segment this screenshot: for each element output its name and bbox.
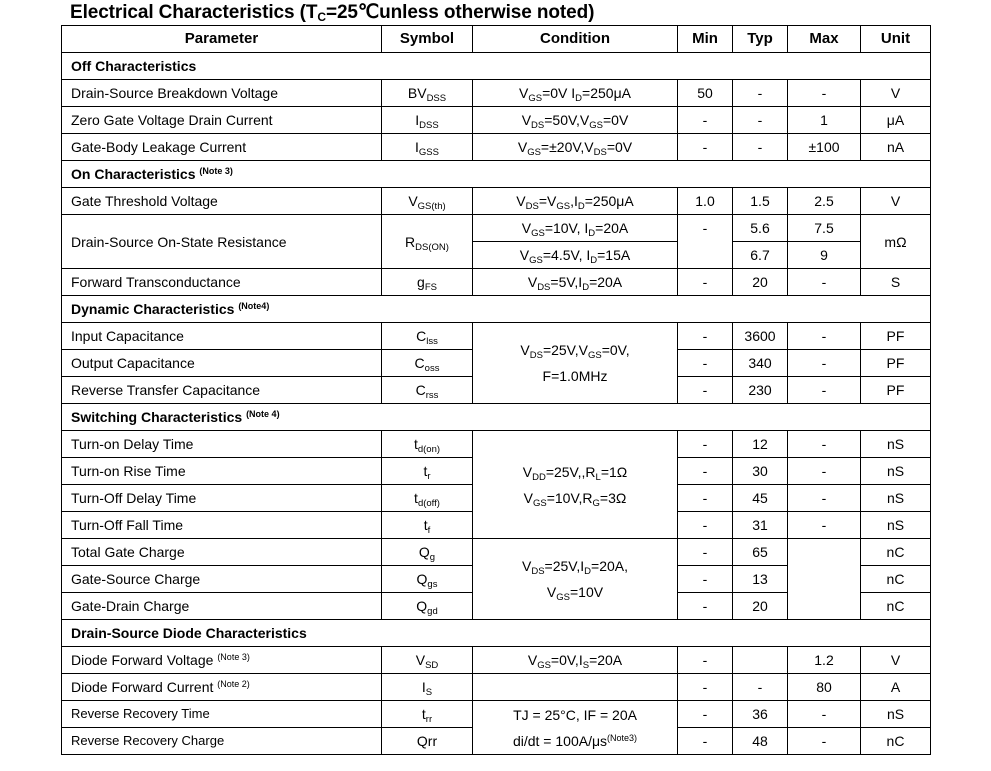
max-cell: ±100 [788,134,861,161]
title-subscript: C [317,10,326,24]
condition-subscript: DD [532,471,546,483]
min-cell: - [678,458,733,485]
param-cell: Forward Transconductance [62,269,382,296]
max-cell: - [788,512,861,539]
symbol-subscript: gd [427,606,438,617]
max-cell: 9 [788,242,861,269]
condition-subscript: GS [532,497,547,509]
typ-cell: 20 [733,269,788,296]
min-cell: - [678,269,733,296]
typ-cell: - [733,674,788,701]
param-cell: Diode Forward Voltage $^{(Note 3)}$ [62,647,382,674]
condition-text: =250μA [584,193,634,209]
typ-cell: 30 [733,458,788,485]
table-row [62,269,931,296]
condition-text: V [527,274,538,290]
header-typ: Typ [733,26,788,53]
table-row [62,107,931,134]
table-row [62,80,931,107]
condition-subscript: GS [531,228,545,239]
symbol-cell [382,134,473,161]
symbol-subscript: r [427,471,431,482]
min-cell: - [678,701,733,728]
max-cell: - [788,350,861,377]
condition-subscript: DS [531,120,545,131]
unit-cell: mΩ [861,215,931,269]
unit-cell: nS [861,431,931,458]
condition-text: V [520,342,530,358]
max-cell: - [788,701,861,728]
table-row [62,539,931,566]
symbol-cell [382,566,473,593]
symbol-main: Q [416,598,428,614]
condition-text: V [521,220,532,236]
max-cell: 80 [788,674,861,701]
min-cell: - [678,674,733,701]
min-cell: - [678,647,733,674]
note-ref: (Note 3) [217,652,250,662]
section-row-dynamic [62,296,931,323]
condition-text: =20A [589,274,623,290]
condition-text: =0V I [542,85,576,101]
symbol-subscript: DSS [426,93,447,104]
min-cell: - [678,107,733,134]
typ-cell: - [733,107,788,134]
symbol-cell [382,431,473,458]
symbol-main: t [414,490,418,506]
symbol-main: BV [407,85,427,101]
typ-cell [733,647,788,674]
param-cell: Turn-Off Delay Time [62,485,382,512]
min-cell: - [678,350,733,377]
min-cell: - [678,728,733,755]
table-row [62,674,931,701]
condition-cell [473,188,678,215]
section-row-off [62,53,931,80]
note-ref: (Note 2) [217,679,250,689]
max-cell: - [788,485,861,512]
symbol-main: t [413,436,418,452]
symbol-main: t [423,463,428,479]
symbol-main: t [421,706,426,722]
unit-cell: nS [861,458,931,485]
symbol-main: C [416,328,427,344]
condition-line [473,485,677,511]
condition-text: =0V,I [550,652,583,668]
table-row [62,647,931,674]
param-cell: Input Capacitance [62,323,382,350]
symbol-cell [382,350,473,377]
symbol-cell [382,107,473,134]
max-cell: - [788,323,861,350]
condition-text: =20A [589,652,623,668]
typ-cell: 1.5 [733,188,788,215]
unit-cell: nS [861,485,931,512]
table-row [62,701,931,728]
min-cell: - [678,431,733,458]
section-title: Off Characteristics [62,53,931,80]
unit-cell: nS [861,701,931,728]
condition-line: di/dt = 100A/μs$^{(Note3)}$ [512,732,638,749]
section-title: Drain-Source Diode Characteristics [62,620,931,647]
note-ref: (Note3) [607,732,638,743]
symbol-subscript: gs [427,579,438,590]
condition-text: =3Ω [599,489,627,506]
condition-text: V [519,85,529,101]
symbol-cell [382,377,473,404]
typ-cell: 36 [733,701,788,728]
condition-text: =25V,,R [545,463,596,480]
condition-text: V [522,463,533,480]
section-title: Switching Characteristics $^{(Note 4)}$ [62,404,931,431]
condition-subscript: GS [529,255,543,266]
symbol-cell [382,269,473,296]
symbol-cell [382,728,473,755]
note-ref: (Note 4) [246,409,280,419]
condition-line [473,337,677,363]
condition-text: =1Ω [600,463,628,480]
condition-text: =25V,V [542,342,588,358]
max-cell: - [788,728,861,755]
unit-cell: PF [861,323,931,350]
symbol-main: V [415,652,426,668]
param-cell: Zero Gate Voltage Drain Current [62,107,382,134]
condition-text: =0V [606,139,633,155]
max-cell: 1 [788,107,861,134]
condition-text: =0V [603,112,629,128]
symbol-main: g [417,274,425,290]
typ-cell: 45 [733,485,788,512]
condition-text: =15A [597,247,631,263]
max-cell: 1.2 [788,647,861,674]
symbol-cell [382,485,473,512]
symbol-subscript: g [429,552,436,563]
max-cell: - [788,458,861,485]
condition-subscript: DS [525,201,539,212]
section-row-on [62,161,931,188]
symbol-cell [382,593,473,620]
unit-cell: nC [861,566,931,593]
symbol-cell [382,701,473,728]
param-cell: Drain-Source Breakdown Voltage [62,80,382,107]
condition-text: =10V [569,584,604,600]
condition-text: =10V,R [546,489,593,506]
typ-cell: 5.6 [733,215,788,242]
condition-subscript: D [584,566,592,577]
condition-text: =V [538,193,557,209]
symbol-main: I [421,679,426,695]
param-cell: Drain-Source On-State Resistance [62,215,382,269]
condition-subscript: GS [556,201,571,212]
min-cell: - [678,134,733,161]
condition-subscript: D [582,282,590,293]
condition-subscript: GS [527,147,541,158]
unit-cell: PF [861,377,931,404]
typ-cell: 12 [733,431,788,458]
note-ref: (Note 3) [199,166,233,176]
typ-cell: 65 [733,539,788,566]
condition-text: V [527,652,538,668]
header-unit: Unit [861,26,931,53]
symbol-subscript: DSS [419,120,439,131]
condition-subscript: D [577,201,585,212]
typ-cell: 31 [733,512,788,539]
condition-cell [473,215,678,242]
symbol-cell [382,188,473,215]
min-cell: 1.0 [678,188,733,215]
condition-text: F=1.0MHz [542,368,608,384]
condition-cell [473,674,678,701]
max-cell: - [788,431,861,458]
unit-cell: PF [861,350,931,377]
symbol-main: V [408,193,418,209]
note-ref: (Note4) [238,301,270,311]
table-row [62,323,931,350]
condition-subscript: L [595,471,601,483]
table-header-row [62,26,931,53]
header-min: Min [678,26,733,53]
table-row [62,188,931,215]
condition-cell [473,242,678,269]
symbol-main: Qrr [416,733,438,749]
section-row-diode [62,620,931,647]
typ-cell: 6.7 [733,242,788,269]
condition-text: V [523,489,533,506]
condition-subscript: GS [587,350,602,361]
symbol-subscript: d(on) [417,444,441,455]
condition-text: =4.5V, I [542,247,591,263]
min-cell: - [678,539,733,566]
typ-cell: 20 [733,593,788,620]
symbol-cell [382,80,473,107]
condition-text: V [519,247,530,263]
condition-cell [473,80,678,107]
condition-text: =250μA [582,85,631,101]
condition-text: =10V, I [544,220,589,236]
header-symbol: Symbol [382,26,473,53]
condition-subscript: D [575,93,583,104]
typ-cell: 13 [733,566,788,593]
symbol-main: C [415,382,426,398]
max-cell: 2.5 [788,188,861,215]
symbol-cell [382,647,473,674]
unit-cell: nC [861,539,931,566]
condition-cell [473,539,678,620]
typ-cell: 3600 [733,323,788,350]
min-cell: 50 [678,80,733,107]
condition-subscript: DS [537,282,551,293]
table-row [62,431,931,458]
unit-cell: V [861,188,931,215]
condition-subscript: GS [589,120,603,131]
max-cell: - [788,377,861,404]
condition-cell [473,647,678,674]
min-cell: - [678,566,733,593]
symbol-subscript: oss [424,363,440,374]
param-cell: Diode Forward Current $^{(Note 2)}$ [62,674,382,701]
condition-text: =5V,I [550,274,583,290]
symbol-main: Q [418,544,430,560]
symbol-subscript: rss [425,390,439,401]
symbol-main: I [415,112,420,128]
condition-subscript: GS [556,592,570,603]
unit-cell: nC [861,593,931,620]
max-cell [788,539,861,620]
symbol-subscript: DS(ON) [415,241,449,253]
condition-subscript: D [590,255,598,266]
section-title: Dynamic Characteristics $^{(Note4)}$ [62,296,931,323]
typ-cell: 230 [733,377,788,404]
condition-subscript: DS [531,566,545,577]
symbol-cell [382,458,473,485]
condition-subscript: G [592,497,600,509]
max-cell: - [788,80,861,107]
typ-cell: - [733,134,788,161]
symbol-main: R [405,233,416,250]
max-cell: 7.5 [788,215,861,242]
symbol-subscript: GS(th) [417,201,446,212]
param-cell: Reverse Transfer Capacitance [62,377,382,404]
unit-cell: nC [861,728,931,755]
symbol-subscript: rr [425,714,433,725]
unit-cell: V [861,647,931,674]
condition-subscript: GS [528,93,543,104]
param-cell: Turn-Off Fall Time [62,512,382,539]
min-cell: - [678,485,733,512]
condition-text: =25V,I [544,558,585,574]
condition-line [473,553,677,579]
condition-cell [473,701,678,755]
param-cell: Output Capacitance [62,350,382,377]
param-cell: Gate-Body Leakage Current [62,134,382,161]
symbol-main: t [423,517,428,533]
typ-cell: 340 [733,350,788,377]
symbol-subscript: d(off) [417,498,440,509]
param-cell: Gate-Source Charge [62,566,382,593]
condition-text: =20A [595,220,629,236]
condition-cell [473,134,678,161]
header-parameter: Parameter [62,26,382,53]
symbol-subscript: GSS [418,147,439,158]
symbol-subscript: S [425,687,433,698]
min-cell: - [678,512,733,539]
condition-cell [473,269,678,296]
typ-cell: - [733,80,788,107]
section-title: On Characteristics $^{(Note 3)}$ [62,161,931,188]
param-cell: Gate Threshold Voltage [62,188,382,215]
condition-line [473,363,677,389]
min-cell: - [678,593,733,620]
symbol-subscript: f [427,525,431,536]
symbol-cell [382,215,473,269]
unit-cell: nA [861,134,931,161]
max-cell: - [788,269,861,296]
condition-text: ,I [570,193,578,209]
section-row-switching [62,404,931,431]
param-cell: Reverse Recovery Time [62,701,382,728]
condition-text: V [522,558,532,574]
symbol-cell [382,539,473,566]
condition-text: =20A, [591,558,628,574]
condition-subscript: D [588,228,596,239]
condition-cell [473,107,678,134]
condition-line: TJ = 25°C, IF = 20A [513,706,637,723]
min-cell: - [678,377,733,404]
condition-cell [473,323,678,404]
param-cell: Turn-on Rise Time [62,458,382,485]
symbol-subscript: lss [426,336,438,347]
condition-subscript: DS [529,350,543,361]
condition-line [473,459,677,485]
header-condition: Condition [473,26,678,53]
param-cell: Reverse Recovery Charge [62,728,382,755]
param-cell: Gate-Drain Charge [62,593,382,620]
header-max: Max [788,26,861,53]
min-cell: - [678,215,733,269]
typ-cell: 48 [733,728,788,755]
symbol-subscript: FS [424,282,437,293]
condition-text: V [521,112,532,128]
unit-cell: A [861,674,931,701]
electrical-characteristics-table [61,25,931,755]
condition-text: =±20V,V [540,139,594,155]
param-cell: Turn-on Delay Time [62,431,382,458]
symbol-subscript: SD [425,660,439,671]
document-title: Electrical Characteristics ($T_C=25℃unless$ otherwise noted) [70,2,595,24]
unit-cell: V [861,80,931,107]
condition-line [473,579,677,605]
condition-text: V [546,584,557,600]
table-row [62,134,931,161]
table-row [62,215,931,242]
symbol-cell [382,323,473,350]
symbol-main: C [414,355,425,371]
condition-text: =50V,V [544,112,590,128]
symbol-main: I [415,139,419,155]
min-cell: - [678,323,733,350]
symbol-main: Q [416,571,428,587]
unit-cell: S [861,269,931,296]
condition-subscript: S [582,660,590,671]
unit-cell: nS [861,512,931,539]
condition-text: V [516,193,526,209]
condition-text: V [517,139,528,155]
condition-subscript: DS [593,147,607,158]
symbol-cell [382,512,473,539]
condition-text: =0V, [601,342,630,358]
condition-cell [473,431,678,539]
param-cell: Total Gate Charge [62,539,382,566]
condition-subscript: GS [537,660,551,671]
unit-cell: μA [861,107,931,134]
symbol-cell [382,674,473,701]
